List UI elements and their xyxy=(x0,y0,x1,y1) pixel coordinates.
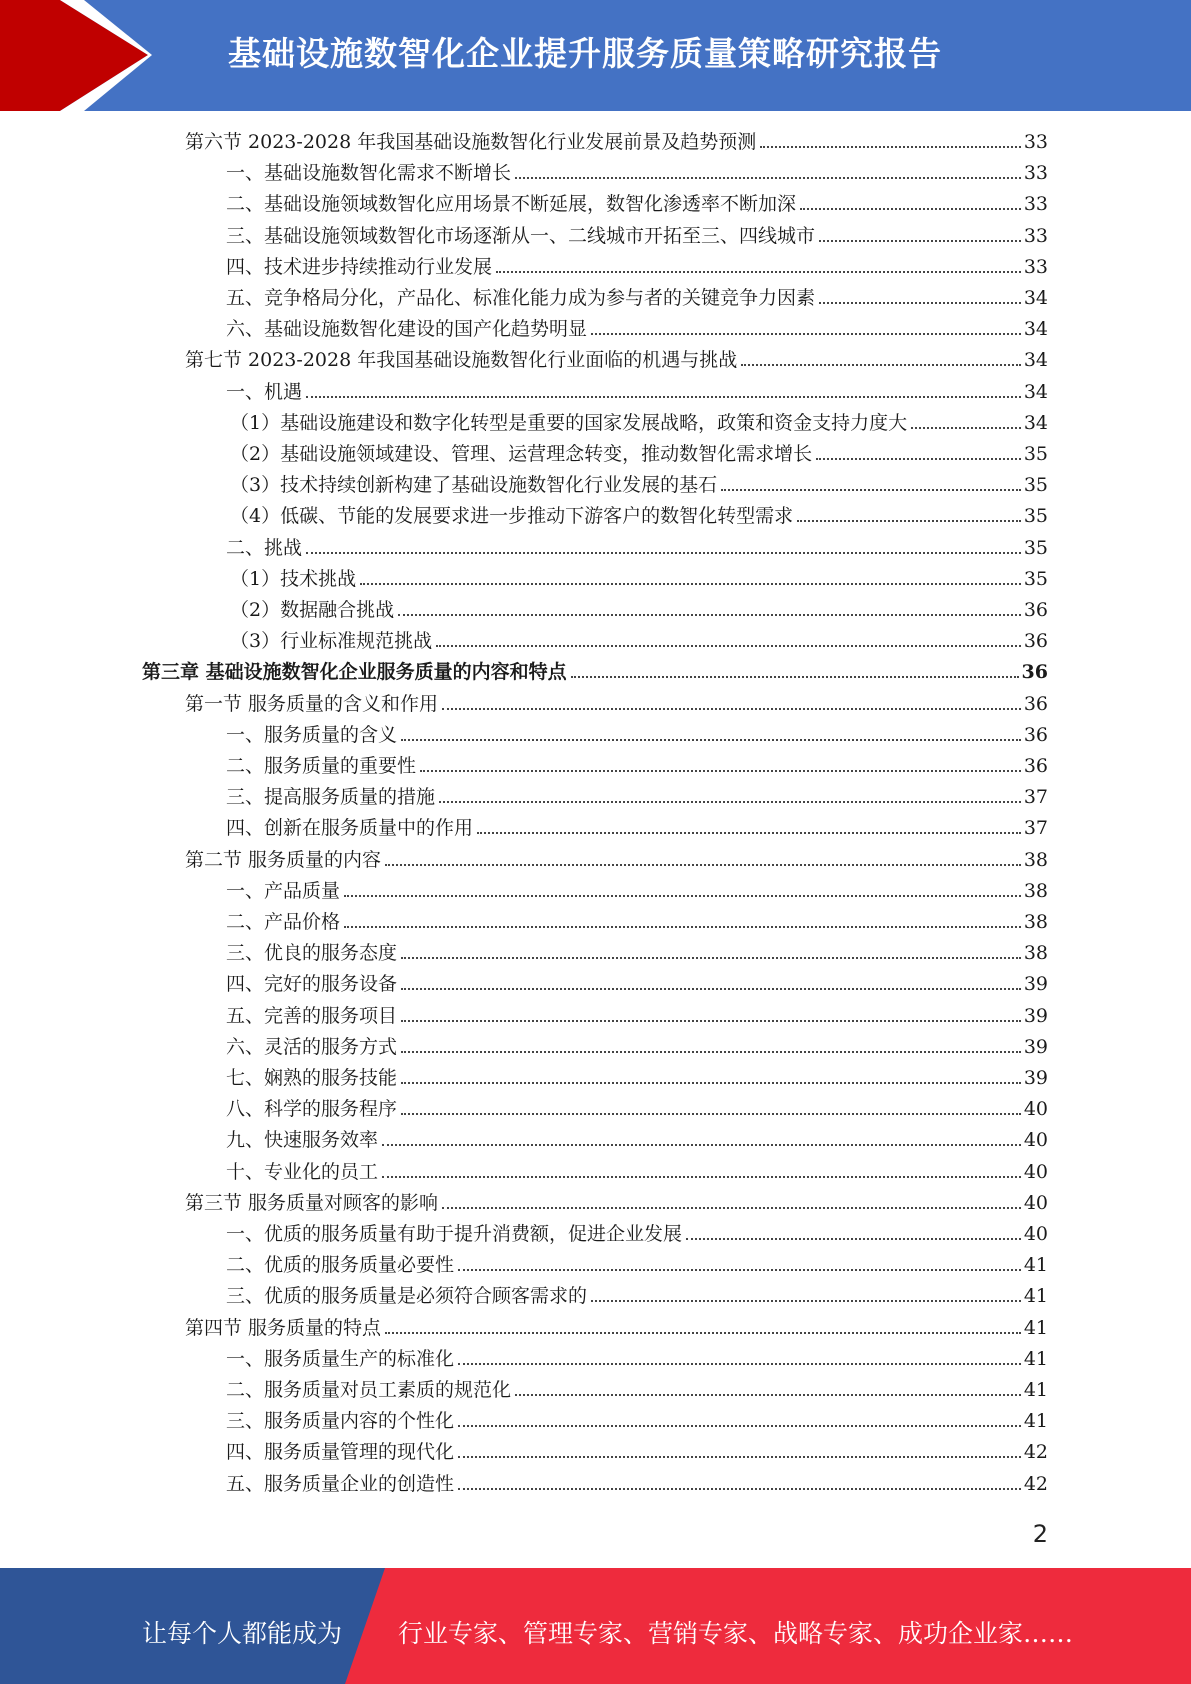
toc-entry-page: 36 xyxy=(1023,723,1048,746)
toc-leader-dots xyxy=(401,1112,1021,1115)
toc-entry-title: 一、产品质量 xyxy=(226,879,341,902)
toc-leader-dots xyxy=(401,1019,1021,1022)
toc-entry[interactable] xyxy=(230,470,1048,498)
toc-entry[interactable] xyxy=(185,845,1048,873)
toc-entry[interactable] xyxy=(226,969,1048,997)
toc-entry-title: （2）数据融合挑战 xyxy=(230,599,395,621)
toc-entry-title: （1）技术挑战 xyxy=(230,567,357,590)
toc-entry-title: 七、娴熟的服务技能 xyxy=(226,1067,398,1089)
toc-entry[interactable] xyxy=(226,283,1048,311)
toc-entry-title: 一、服务质量的含义 xyxy=(226,723,398,746)
toc-entry[interactable] xyxy=(226,533,1048,561)
toc-entry-title: 三、优良的服务态度 xyxy=(226,942,398,965)
toc-entry[interactable] xyxy=(230,595,1048,623)
toc-leader-dots xyxy=(306,395,1021,398)
toc-entry-title: 第三章 基础设施数智化企业服务质量的内容和特点 xyxy=(142,661,567,684)
toc-leader-dots xyxy=(385,863,1021,866)
toc-entry[interactable] xyxy=(226,751,1048,779)
toc-entry-title: 一、基础设施数智化需求不断增长 xyxy=(226,162,512,185)
toc-entry-title: （4）低碳、节能的发展要求进一步推动下游客户的数智化转型需求 xyxy=(230,505,794,528)
toc-entry-title: 十、专业化的员工 xyxy=(226,1160,379,1183)
toc-entry-page: 39 xyxy=(1023,1067,1048,1089)
toc-entry-page: 34 xyxy=(1023,318,1048,341)
toc-entry[interactable] xyxy=(226,1219,1048,1247)
toc-leader-dots xyxy=(401,987,1021,990)
toc-entry-title: 二、服务质量的重要性 xyxy=(226,755,417,777)
toc-leader-dots xyxy=(458,1424,1021,1427)
toc-entry-page: 41 xyxy=(1023,1285,1048,1308)
toc-entry-page: 34 xyxy=(1023,380,1048,403)
toc-entry[interactable] xyxy=(226,938,1048,966)
page-number: 2 xyxy=(1032,1520,1048,1548)
toc-entry-title: 九、快速服务效率 xyxy=(226,1129,379,1152)
toc-entry[interactable] xyxy=(185,689,1048,717)
toc-leader-dots xyxy=(800,207,1021,210)
toc-entry-page: 36 xyxy=(1023,755,1048,777)
toc-entry[interactable] xyxy=(226,314,1048,342)
toc-entry-page: 42 xyxy=(1023,1441,1048,1464)
toc-leader-dots xyxy=(741,363,1021,366)
toc-entry-title: 四、创新在服务质量中的作用 xyxy=(226,817,474,840)
toc-entry-page: 38 xyxy=(1023,942,1048,965)
toc-entry-title: 第二节 服务质量的内容 xyxy=(185,848,382,871)
toc-entry-title: 第六节 2023-2028 年我国基础设施数智化行业发展前景及趋势预测 xyxy=(185,131,757,153)
toc-entry-page: 40 xyxy=(1023,1098,1048,1121)
toc-entry-page: 35 xyxy=(1023,505,1048,528)
toc-leader-dots xyxy=(515,176,1021,179)
toc-leader-dots xyxy=(401,1081,1021,1084)
toc-entry-title: 三、基础设施领域数智化市场逐渐从一、二线城市开拓至三、四线城市 xyxy=(226,224,816,247)
toc-entry[interactable] xyxy=(226,1063,1048,1091)
toc-entry-page: 36 xyxy=(1023,630,1048,653)
toc-entry-title: 第一节 服务质量的含义和作用 xyxy=(185,692,439,715)
toc-leader-dots xyxy=(458,1487,1021,1490)
toc-entry[interactable] xyxy=(185,127,1048,155)
toc-leader-dots xyxy=(911,426,1021,429)
page-footer xyxy=(0,1568,1191,1684)
toc-entry-title: 四、完好的服务设备 xyxy=(226,973,398,996)
toc-entry-title: 六、基础设施数智化建设的国产化趋势明显 xyxy=(226,318,588,341)
toc-leader-dots xyxy=(515,1393,1021,1396)
toc-entry[interactable] xyxy=(230,439,1048,467)
toc-entry-title: 四、服务质量管理的现代化 xyxy=(226,1441,455,1464)
toc-entry[interactable] xyxy=(226,1281,1048,1309)
toc-leader-dots xyxy=(442,707,1021,710)
toc-leader-dots xyxy=(439,800,1021,803)
toc-entry-page: 34 xyxy=(1023,287,1048,309)
toc-leader-dots xyxy=(458,1362,1021,1365)
toc-entry[interactable] xyxy=(230,501,1048,529)
toc-entry[interactable] xyxy=(226,1094,1048,1122)
toc-entry-title: 五、服务质量企业的创造性 xyxy=(226,1472,455,1495)
toc-entry[interactable] xyxy=(226,1375,1048,1403)
toc-entry[interactable] xyxy=(226,876,1048,904)
toc-entry-page: 34 xyxy=(1023,411,1048,434)
toc-entry-title: 三、提高服务质量的措施 xyxy=(226,786,436,809)
toc-entry[interactable] xyxy=(226,1406,1048,1434)
header-arrow-icon xyxy=(0,0,160,111)
toc-entry-page: 40 xyxy=(1023,1129,1048,1152)
toc-leader-dots xyxy=(344,894,1021,897)
toc-leader-dots xyxy=(477,831,1021,834)
toc-entry[interactable] xyxy=(226,377,1048,405)
toc-entry[interactable] xyxy=(226,252,1048,280)
toc-entry[interactable] xyxy=(226,221,1048,249)
toc-leader-dots xyxy=(458,1268,1021,1271)
toc-leader-dots xyxy=(591,1299,1021,1302)
toc-entry-page: 38 xyxy=(1023,911,1048,933)
toc-entry[interactable] xyxy=(226,1344,1048,1372)
toc-entry[interactable] xyxy=(226,1001,1048,1029)
toc-entry-page: 33 xyxy=(1023,193,1048,216)
toc-entry[interactable] xyxy=(226,189,1048,217)
toc-leader-dots xyxy=(571,675,1019,678)
toc-leader-dots xyxy=(496,270,1021,273)
toc-entry-page: 33 xyxy=(1023,131,1048,153)
toc-entry-page: 42 xyxy=(1023,1472,1048,1495)
toc-entry-page: 35 xyxy=(1023,536,1048,559)
toc-entry-page: 33 xyxy=(1023,255,1048,278)
toc-entry-title: 一、机遇 xyxy=(226,380,303,403)
toc-entry-page: 37 xyxy=(1023,817,1048,840)
toc-entry-title: 二、挑战 xyxy=(226,536,303,559)
toc-entry-title: 五、竞争格局分化，产品化、标准化能力成为参与者的关键竞争力因素 xyxy=(226,287,816,309)
toc-entry-title: 五、完善的服务项目 xyxy=(226,1004,398,1027)
toc-leader-dots xyxy=(819,239,1021,242)
toc-entry-title: 三、优质的服务质量是必须符合顾客需求的 xyxy=(226,1285,588,1308)
toc-entry-page: 39 xyxy=(1023,1035,1048,1058)
page-header xyxy=(0,0,1191,111)
toc-leader-dots xyxy=(344,925,1021,928)
toc-leader-dots xyxy=(458,1455,1021,1458)
toc-entry-title: 三、服务质量内容的个性化 xyxy=(226,1410,455,1433)
toc-entry-title: 二、产品价格 xyxy=(226,911,341,933)
toc-entry-page: 40 xyxy=(1023,1160,1048,1183)
toc-entry-page: 41 xyxy=(1023,1410,1048,1433)
footer-slogan-right: 行业专家、管理专家、营销专家、战略专家、成功企业家…… xyxy=(398,1619,1074,1648)
toc-leader-dots xyxy=(401,738,1021,741)
toc-entry[interactable] xyxy=(226,720,1048,748)
toc-leader-dots xyxy=(306,551,1021,554)
toc-entry-page: 40 xyxy=(1023,1223,1048,1245)
toc-entry[interactable] xyxy=(230,408,1048,436)
toc-entry-page: 39 xyxy=(1023,1004,1048,1027)
toc-entry[interactable] xyxy=(230,626,1048,654)
toc-entry-page: 35 xyxy=(1023,567,1048,590)
toc-leader-dots xyxy=(382,1175,1021,1178)
toc-entry-title: 一、服务质量生产的标准化 xyxy=(226,1347,455,1370)
toc-leader-dots xyxy=(401,1050,1021,1053)
toc-entry[interactable] xyxy=(226,907,1048,935)
toc-entry[interactable] xyxy=(185,1188,1048,1216)
toc-entry-page: 35 xyxy=(1023,443,1048,465)
toc-entry-page: 40 xyxy=(1023,1191,1048,1214)
toc-leader-dots xyxy=(819,301,1021,304)
toc-entry-page: 33 xyxy=(1023,162,1048,185)
toc-leader-dots xyxy=(436,644,1021,647)
toc-entry-title: 二、优质的服务质量必要性 xyxy=(226,1254,455,1277)
toc-leader-dots xyxy=(797,519,1021,522)
toc-entry[interactable] xyxy=(230,564,1048,592)
toc-entry-title: 第四节 服务质量的特点 xyxy=(185,1316,382,1339)
toc-entry[interactable] xyxy=(226,1157,1048,1185)
toc-entry[interactable] xyxy=(185,345,1048,373)
toc-entry-title: （3）行业标准规范挑战 xyxy=(230,630,433,653)
toc-entry-title: 六、灵活的服务方式 xyxy=(226,1035,398,1058)
toc-entry-title: （3）技术持续创新构建了基础设施数智化行业发展的基石 xyxy=(230,474,718,497)
toc-leader-dots xyxy=(385,1331,1021,1334)
toc-leader-dots xyxy=(686,1237,1021,1240)
toc-entry-page: 37 xyxy=(1023,786,1048,809)
toc-leader-dots xyxy=(398,613,1021,616)
toc-entry[interactable] xyxy=(185,1313,1048,1341)
toc-leader-dots xyxy=(816,457,1021,460)
toc-entry-page: 41 xyxy=(1023,1254,1048,1277)
toc-entry-page: 39 xyxy=(1023,973,1048,996)
toc-entry-title: 八、科学的服务程序 xyxy=(226,1098,398,1121)
toc-entry[interactable] xyxy=(226,1469,1048,1497)
toc-entry-page: 36 xyxy=(1023,599,1048,621)
toc-entry[interactable] xyxy=(226,1437,1048,1465)
footer-slogan-left: 让每个人都能成为 xyxy=(142,1619,343,1648)
toc-entry-page: 36 xyxy=(1021,661,1048,684)
toc-entry-page: 34 xyxy=(1023,349,1048,372)
report-title: 基础设施数智化企业提升服务质量策略研究报告 xyxy=(228,34,942,73)
toc-leader-dots xyxy=(442,1206,1021,1209)
toc-entry-title: 一、优质的服务质量有助于提升消费额，促进企业发展 xyxy=(226,1223,683,1245)
toc-entry[interactable] xyxy=(226,1125,1048,1153)
toc-entry-title: （1）基础设施建设和数字化转型是重要的国家发展战略，政策和资金支持力度大 xyxy=(230,411,908,434)
toc-entry-page: 33 xyxy=(1023,224,1048,247)
toc-leader-dots xyxy=(760,145,1021,148)
toc-entry-title: 第三节 服务质量对顾客的影响 xyxy=(185,1191,439,1214)
toc-entry-page: 41 xyxy=(1023,1347,1048,1370)
toc-entry[interactable] xyxy=(226,782,1048,810)
toc-leader-dots xyxy=(420,769,1021,772)
toc-entry-page: 38 xyxy=(1023,879,1048,902)
toc-entry-page: 41 xyxy=(1023,1316,1048,1339)
toc-entry-title: 二、服务质量对员工素质的规范化 xyxy=(226,1379,512,1401)
toc-entry[interactable] xyxy=(226,813,1048,841)
toc-entry-page: 35 xyxy=(1023,474,1048,497)
toc-leader-dots xyxy=(382,1143,1021,1146)
toc-entry[interactable] xyxy=(226,158,1048,186)
toc-entry-title: 四、技术进步持续推动行业发展 xyxy=(226,255,493,278)
toc-leader-dots xyxy=(591,332,1021,335)
toc-entry-page: 38 xyxy=(1023,848,1048,871)
toc-entry-title: （2）基础设施领域建设、管理、运营理念转变，推动数智化需求增长 xyxy=(230,443,813,465)
toc-entry-title: 二、基础设施领域数智化应用场景不断延展，数智化渗透率不断加深 xyxy=(226,193,797,216)
toc-entry[interactable] xyxy=(226,1032,1048,1060)
toc-leader-dots xyxy=(360,582,1021,585)
toc-entry[interactable] xyxy=(226,1250,1048,1278)
toc-leader-dots xyxy=(721,488,1021,491)
toc-entry-title: 第七节 2023-2028 年我国基础设施数智化行业面临的机遇与挑战 xyxy=(185,349,738,372)
toc-entry-page: 36 xyxy=(1023,692,1048,715)
toc-entry-page: 41 xyxy=(1023,1379,1048,1401)
toc-entry[interactable] xyxy=(142,657,1048,685)
toc-leader-dots xyxy=(401,956,1021,959)
